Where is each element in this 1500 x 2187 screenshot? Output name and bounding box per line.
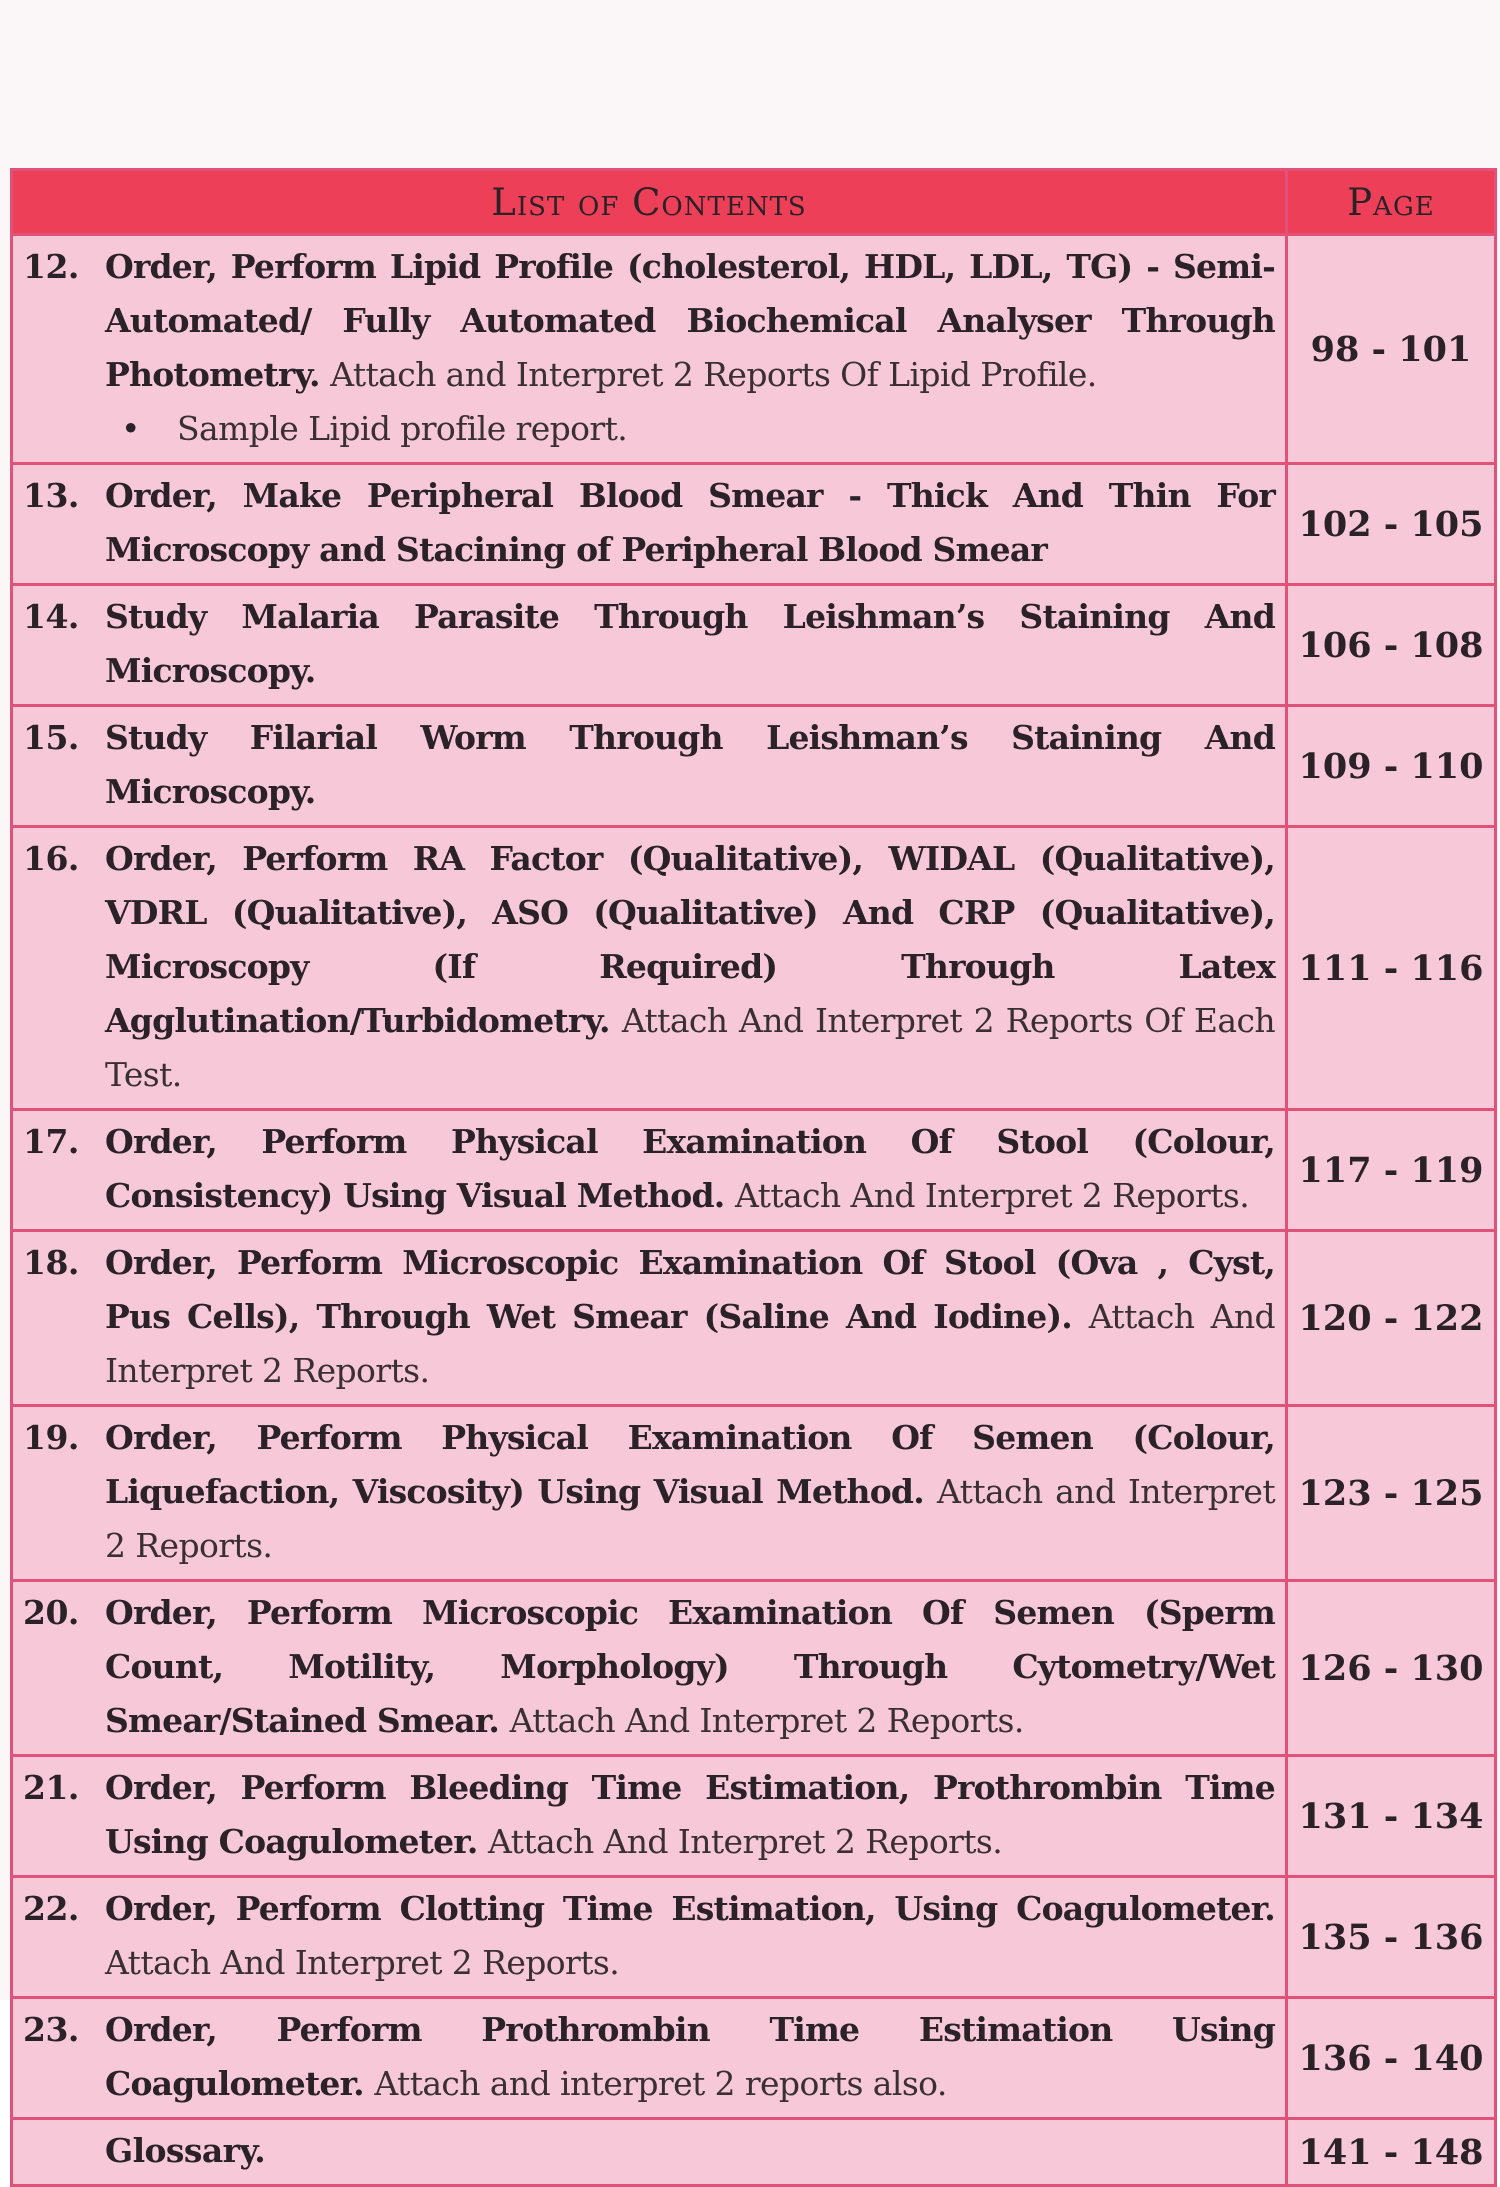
entry-title: Order, Perform Physical Examination Of Semen (Colour, Liquefaction, Viscosity) Using Visual Method. xyxy=(105,1418,1275,1511)
glossary-pages: 141 - 148 xyxy=(1287,2119,1496,2186)
entry-note: Attach And Interpret 2 Reports. xyxy=(105,1943,620,1982)
toc-entry xyxy=(12,464,1287,585)
entry-pages: 98 - 101 xyxy=(1287,235,1496,464)
bullet-icon: • xyxy=(121,409,141,448)
entry-note: Attach And Interpret 2 Reports. xyxy=(488,1822,1003,1861)
toc-row xyxy=(12,1406,1496,1581)
entry-note: Attach And Interpret 2 Reports. xyxy=(105,1297,1275,1390)
entry-title: Order, Perform Clotting Time Estimation, Using Coagulometer. xyxy=(105,1889,1275,1928)
entry-pages: 109 - 110 xyxy=(1287,706,1496,827)
page-heading: Page xyxy=(1287,170,1496,235)
entry-pages: 111 - 116 xyxy=(1287,827,1496,1110)
entry-pages: 117 - 119 xyxy=(1287,1110,1496,1231)
entry-title: Study Filarial Worm Through Leishman’s Staining And Microscopy. xyxy=(105,718,1275,811)
entry-title: Order, Perform Bleeding Time Estimation, Prothrombin Time Using Coagulometer. xyxy=(105,1768,1275,1861)
toc-row xyxy=(12,1581,1496,1756)
entry-number: 23. xyxy=(23,2010,79,2049)
bullet-text: Sample Lipid profile report. xyxy=(177,409,628,448)
entry-pages: 126 - 130 xyxy=(1287,1581,1496,1756)
toc-row xyxy=(12,235,1496,464)
toc-entry xyxy=(12,706,1287,827)
glossary-label: Glossary. xyxy=(105,2131,266,2170)
entry-title: Order, Perform RA Factor (Qualitative), WIDAL (Qualitative), VDRL (Qualitative), ASO (Qualitative) And CRP (Qualitative), Microscopy (If Required) Through Latex Agglutination/Turbidometry. xyxy=(105,839,1275,1040)
entry-number: 22. xyxy=(23,1889,79,1928)
entry-note: Attach And Interpret 2 Reports Of Each Test. xyxy=(105,1001,1275,1094)
entry-title: Order, Perform Microscopic Examination Of Semen (Sperm Count, Motility, Morphology) Through Cytometry/Wet Smear/Stained Smear. xyxy=(105,1593,1275,1740)
toc-entry xyxy=(12,827,1287,1110)
toc-entry xyxy=(12,1110,1287,1231)
toc-row xyxy=(12,1110,1496,1231)
toc-entry xyxy=(12,1581,1287,1756)
entry-note: Attach and Interpret 2 Reports Of Lipid Profile. xyxy=(330,355,1097,394)
toc-entry xyxy=(12,235,1287,464)
entry-note: Attach And Interpret 2 Reports. xyxy=(735,1176,1250,1215)
toc-entry xyxy=(12,1406,1287,1581)
entry-number: 19. xyxy=(23,1418,79,1457)
entry-pages: 123 - 125 xyxy=(1287,1406,1496,1581)
toc-row xyxy=(12,464,1496,585)
entry-title: Order, Perform Physical Examination Of Stool (Colour, Consistency) Using Visual Method. xyxy=(105,1122,1275,1215)
entry-number: 17. xyxy=(23,1122,79,1161)
entry-bullet xyxy=(105,402,1275,456)
glossary-row xyxy=(12,2119,1496,2186)
entry-number: 21. xyxy=(23,1768,79,1807)
toc-entry xyxy=(12,585,1287,706)
entry-note: Attach and Interpret 2 Reports. xyxy=(105,1472,1275,1565)
entry-number: 15. xyxy=(23,718,79,757)
entry-number: 12. xyxy=(23,247,79,286)
toc-row xyxy=(12,585,1496,706)
toc-entry xyxy=(12,1756,1287,1877)
entry-title: Study Malaria Parasite Through Leishman’s Staining And Microscopy. xyxy=(105,597,1275,690)
toc-row xyxy=(12,1998,1496,2119)
header-row xyxy=(12,170,1496,235)
toc-entry xyxy=(12,1231,1287,1406)
toc-row xyxy=(12,1756,1496,1877)
entry-number: 14. xyxy=(23,597,79,636)
contents-heading: List of Contents xyxy=(12,170,1287,235)
entry-pages: 120 - 122 xyxy=(1287,1231,1496,1406)
entry-pages: 135 - 136 xyxy=(1287,1877,1496,1998)
contents-table xyxy=(10,168,1497,2187)
entry-pages: 131 - 134 xyxy=(1287,1756,1496,1877)
entry-title: Order, Perform Prothrombin Time Estimation Using Coagulometer. xyxy=(105,2010,1275,2103)
entry-title: Order, Perform Lipid Profile (cholesterol, HDL, LDL, TG) - Semi-Automated/ Fully Automated Biochemical Analyser Through Photometry. xyxy=(105,247,1275,394)
toc-entry xyxy=(12,1998,1287,2119)
toc-row xyxy=(12,1877,1496,1998)
entry-number: 18. xyxy=(23,1243,79,1282)
entry-number: 20. xyxy=(23,1593,79,1632)
entry-pages: 106 - 108 xyxy=(1287,585,1496,706)
entry-title: Order, Perform Microscopic Examination Of Stool (Ova , Cyst, Pus Cells), Through Wet Smear (Saline And Iodine). xyxy=(105,1243,1275,1336)
entry-title: Order, Make Peripheral Blood Smear - Thick And Thin For Microscopy and Stacining of Peripheral Blood Smear xyxy=(105,476,1275,569)
glossary-entry xyxy=(12,2119,1287,2186)
entry-number: 13. xyxy=(23,476,79,515)
toc-entry xyxy=(12,1877,1287,1998)
toc-row xyxy=(12,706,1496,827)
entry-pages: 136 - 140 xyxy=(1287,1998,1496,2119)
toc-row xyxy=(12,1231,1496,1406)
entry-note: Attach And Interpret 2 Reports. xyxy=(509,1701,1024,1740)
entry-number: 16. xyxy=(23,839,79,878)
toc-row xyxy=(12,827,1496,1110)
entry-pages: 102 - 105 xyxy=(1287,464,1496,585)
entry-note: Attach and interpret 2 reports also. xyxy=(374,2064,947,2103)
